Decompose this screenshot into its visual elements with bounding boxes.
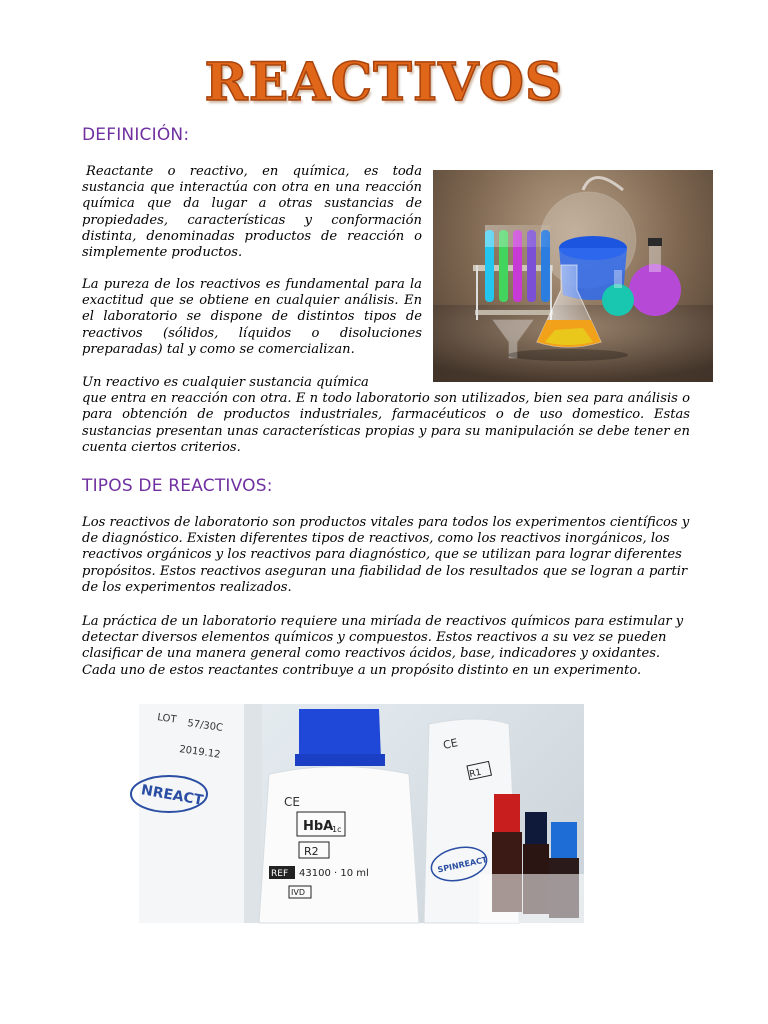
reagent-bottles-icon <box>139 704 584 923</box>
laboratory-glassware-icon <box>433 170 713 382</box>
tipos-paragraph-1: Los reactivos de laboratorio son productos vitales para todos los experimentos científicos y de diagnóstico. Existen diferentes tipos de reactivos, como los reactivos inorgánicos, los reactivos orgánicos y los reactivos para diagnóstico, que se utilizan para lograr diferentes propósitos. Estos reactivos aseguran una fiabilidad de los resultados que se logran a partir de los experimentos realizados. <box>82 515 690 595</box>
hba-label: HbA <box>303 819 334 834</box>
lot-label: LOT <box>156 712 178 726</box>
r2-label: R2 <box>304 845 319 858</box>
definicion-paragraph-2: La pureza de los reactivos es fundamental para la exactitud que se obtiene en cualquier análisis. En el laboratorio se dispone de distintos tipos de reactivos (sólidos, líquidos o disoluciones preparadas) tal y como se comercializan. <box>82 277 422 357</box>
definicion-paragraph-3-start: Un reactivo es cualquier sustancia química <box>82 375 369 390</box>
r1-label: R1 <box>468 767 483 780</box>
heading-tipos: TIPOS DE REACTIVOS: <box>82 476 273 496</box>
date-label: 2019.12 <box>178 744 222 761</box>
ivd-label: IVD <box>291 888 305 897</box>
laboratory-glassware-image <box>433 170 713 382</box>
ref-number-label: 43100 · 10 ml <box>299 868 369 879</box>
ce-label-right: CE <box>441 736 459 752</box>
ce-label: CE <box>284 795 300 809</box>
definicion-paragraph-1: Reactante o reactivo, en química, es toda sustancia que interactúa con otra en una reacción química que da lugar a otras sustancias de propiedades, características y conformación distinta, denominadas productos de reacción o simplemente productos. <box>82 164 422 261</box>
brand-label: SPINREACT <box>436 855 489 875</box>
hba-sub-label: 1c <box>332 825 342 834</box>
heading-definicion: DEFINICIÓN: <box>82 125 190 145</box>
definicion-paragraph-3 <box>82 375 690 456</box>
tipos-paragraph-2: La práctica de un laboratorio requiere una miríada de reactivos químicos para estimular y detectar diversos elementos químicos y compuestos. Estos reactivos a su vez se pueden clasificar de una manera general como reactivos ácidos, base, indicadores y oxidantes. Cada uno de estos reactantes contribuye a un propósito distinto en un experimento. <box>82 614 684 678</box>
lot-number-label: 57/30C <box>186 718 224 734</box>
page-title: REACTIVOS <box>204 52 564 113</box>
reagent-bottles-image <box>139 704 584 923</box>
brand-label-partial: NREACT <box>139 782 205 809</box>
ref-label: REF <box>271 869 289 879</box>
definicion-paragraph-3-rest: que entra en reacción con otra. E n todo laboratorio son utilizados, bien sea para análisis o para obtención de productos industriales, farmacéuticos o de uso domestico. Estas sustancias presentan unas características propias y para su manipulación se debe tener en cuenta ciertos criterios. <box>82 391 690 455</box>
